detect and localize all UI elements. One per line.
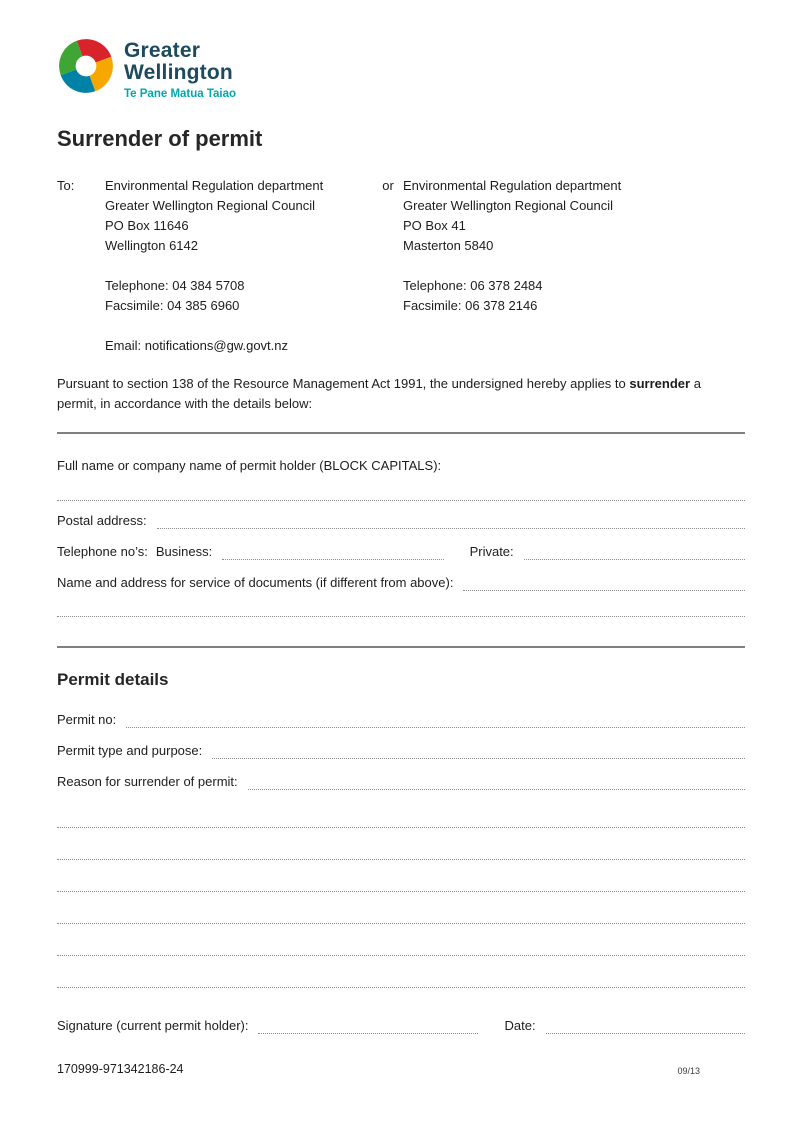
write-in-line[interactable] (57, 860, 745, 892)
full-name-label: Full name or company name of permit holder (BLOCK CAPITALS): (57, 458, 442, 473)
logo-subtitle: Te Pane Matua Taiao (124, 88, 237, 100)
spacer (105, 256, 373, 276)
reason-row (57, 774, 745, 790)
full-name-field[interactable] (57, 500, 745, 501)
date-label: Date: (504, 1018, 536, 1033)
write-in-line[interactable] (57, 924, 745, 956)
document-number: 170999-971342186-24 (57, 1062, 184, 1076)
write-in-line[interactable] (57, 828, 745, 860)
logo-title (124, 40, 236, 84)
permit-type-field[interactable] (212, 744, 745, 759)
section-divider (57, 646, 745, 648)
intro-text-bold: surrender (629, 376, 691, 391)
service-documents-label: Name and address for service of documents (if different from above): (57, 575, 454, 590)
permit-type-label: Permit type and purpose: (57, 743, 203, 758)
telephone-line: Telephone: 04 384 5708 (105, 278, 245, 293)
intro-text-before: Pursuant to section 138 of the Resource Management Act 1991, the undersigned hereby applies to (57, 376, 626, 391)
to-label: To: (57, 178, 75, 193)
telephone-line: Telephone: 06 378 2484 (403, 278, 543, 293)
logo-title-line1: Greater (124, 39, 201, 62)
date-field[interactable] (546, 1019, 745, 1034)
address-line: Wellington 6142 (105, 238, 198, 253)
address-line: Environmental Regulation department (403, 178, 622, 193)
telephone-label: Telephone no’s: (57, 544, 148, 559)
reason-field[interactable] (248, 775, 745, 790)
recipients-block (57, 176, 745, 356)
spacer (403, 256, 671, 276)
service-documents-field[interactable] (463, 576, 745, 591)
service-documents-field-line2[interactable] (57, 616, 745, 617)
business-phone-label: Business: (155, 544, 213, 559)
write-in-line[interactable] (57, 796, 745, 828)
private-phone-label: Private: (469, 544, 514, 559)
or-separator: or (382, 178, 394, 193)
address-line: Environmental Regulation department (105, 178, 324, 193)
address-line: PO Box 11646 (105, 218, 189, 233)
write-in-line[interactable] (57, 956, 745, 988)
permit-no-row (57, 712, 745, 728)
service-documents-row (57, 575, 745, 591)
signature-field[interactable] (258, 1019, 478, 1034)
document-version: 09/13 (677, 1066, 700, 1076)
permit-no-label: Permit no: (57, 712, 117, 727)
spacer (105, 316, 373, 336)
recipient-address-right (403, 176, 671, 356)
greater-wellington-logo-icon (57, 36, 115, 96)
postal-address-row (57, 513, 745, 529)
facsimile-line: Facsimile: 06 378 2146 (403, 298, 538, 313)
reason-label: Reason for surrender of permit: (57, 774, 238, 789)
intro-text-after: a permit, in accordance with the details below: (57, 376, 701, 411)
address-line: Masterton 5840 (403, 238, 494, 253)
page-title: Surrender of permit (57, 126, 263, 151)
signature-row (57, 1018, 745, 1034)
email-line: Email: notifications@gw.govt.nz (105, 338, 289, 353)
facsimile-line: Facsimile: 04 385 6960 (105, 298, 240, 313)
permit-details-heading: Permit details (57, 670, 169, 689)
signature-label: Signature (current permit holder): (57, 1018, 249, 1033)
telephone-row (57, 544, 745, 560)
logo-title-line2: Wellington (124, 61, 233, 84)
permit-no-field[interactable] (126, 713, 745, 728)
address-line: Greater Wellington Regional Council (403, 198, 614, 213)
recipient-address-left (105, 176, 373, 356)
business-phone-field[interactable] (222, 545, 443, 560)
address-line: PO Box 41 (403, 218, 466, 233)
address-line: Greater Wellington Regional Council (105, 198, 316, 213)
logo (57, 36, 745, 100)
postal-address-label: Postal address: (57, 513, 147, 528)
postal-address-field[interactable] (157, 514, 745, 529)
intro-paragraph (57, 374, 717, 414)
permit-type-row (57, 743, 745, 759)
logo-text (124, 36, 236, 100)
private-phone-field[interactable] (524, 545, 745, 560)
section-divider (57, 432, 745, 434)
reason-continuation-lines (57, 796, 745, 988)
write-in-line[interactable] (57, 892, 745, 924)
